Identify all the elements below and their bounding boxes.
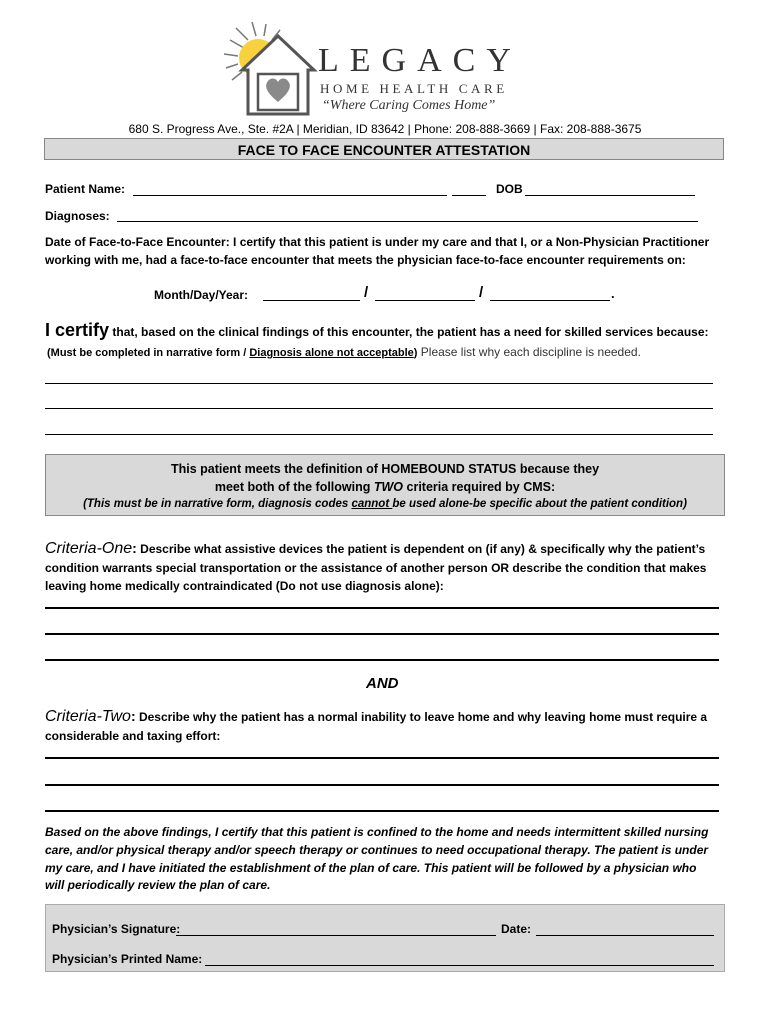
certify-big: I certify [45,320,110,340]
patient-name-field-2[interactable] [452,195,486,196]
criteria-two-line-1[interactable] [45,757,719,759]
dob-field[interactable] [525,195,695,196]
criteria-one-colon: : [132,540,137,556]
criteria-one-line-2[interactable] [45,633,719,635]
criteria-one-label: Criteria-One [45,540,133,557]
and-label: AND [366,675,399,692]
findings-text-4: will periodically review the plan of care. [45,878,271,892]
homebound-box [45,454,725,516]
homebound-line-3 [46,496,724,513]
narrative-note [47,343,641,361]
narrative-b: Diagnosis alone not acceptable [249,347,414,359]
criteria-two-text-2: considerable and taxing effort: [45,729,221,743]
criteria-one-text-2: condition warrants special transportation or the assistance of another person OR describe the condition that makes [45,561,707,575]
certify-rest: that, based on the clinical findings of this encounter, the patient has a need for skilled services because: [109,325,709,339]
diagnoses-label: Diagnoses: [45,209,110,223]
address-line: 680 S. Progress Ave., Ste. #2A | Meridian, ID 83642 | Phone: 208-888-3669 | Fax: 208-888-3675 [128,122,642,136]
company-tagline: “Where Caring Comes Home” [322,98,496,113]
slash-2: / [479,284,484,301]
certify-line [45,320,709,341]
homebound-2c: criteria required by CMS: [403,480,556,494]
mdy-label: Month/Day/Year: [154,288,249,302]
date-field[interactable] [536,935,714,936]
month-field[interactable] [263,300,360,301]
homebound-line-2 [46,478,724,496]
patient-name-field[interactable] [133,195,447,196]
homebound-2b: TWO [373,480,404,494]
criteria-two-line-3[interactable] [45,810,719,812]
year-field[interactable] [490,300,610,301]
narrative-d: Please list why each discipline is needed. [417,345,641,359]
criteria-two-colon: : [130,708,136,724]
narrative-c: ) [413,347,418,359]
criteria-two-line-2[interactable] [45,784,719,786]
mdy-period: . [611,286,615,301]
criteria-one-line-3[interactable] [45,659,719,661]
homebound-3a: (This must be in narrative form, diagnosis codes [83,498,352,510]
narrative-a: (Must be completed in narrative form / [47,347,250,359]
patient-name-label: Patient Name: [45,182,126,196]
form-title-text: FACE TO FACE ENCOUNTER ATTESTATION [237,142,531,158]
homebound-2a: meet both of the following [214,480,374,494]
criteria-two-heading [45,708,707,726]
slash-1: / [364,284,369,301]
encounter-text-1: Date of Face-to-Face Encounter: I certify that this patient is under my care and that I, or a Non-Physician Practitioner [45,235,710,249]
criteria-one-heading [45,540,705,558]
date-label: Date: [501,922,532,936]
criteria-one-text-1: Describe what assistive devices the patient is dependent on (if any) & specifically why the patient’s [136,542,706,556]
homebound-3b: cannot [351,498,393,510]
diagnoses-field[interactable] [117,221,698,222]
skilled-services-line-3[interactable] [45,434,713,435]
criteria-two-label: Criteria-Two [45,708,131,725]
day-field[interactable] [375,300,475,301]
printed-name-field[interactable] [205,965,714,966]
encounter-text-2: working with me, had a face-to-face encounter that meets the physician face-to-face encounter requirements on: [45,253,686,267]
signature-field[interactable] [176,935,496,936]
dob-label: DOB [496,182,523,196]
criteria-two-text-1: Describe why the patient has a normal inability to leave home and why leaving home must require a [135,710,708,724]
findings-text-2: care, and/or physical therapy and/or speech therapy or continues to need occupational therapy. The patient is under [45,843,709,857]
legacy-logo [222,22,322,120]
skilled-services-line-2[interactable] [45,408,713,409]
homebound-3c: be used alone-be specific about the patient condition) [392,498,687,510]
homebound-line-1: This patient meets the definition of HOMEBOUND STATUS because they [170,462,600,476]
form-title [44,138,724,160]
criteria-one-line-1[interactable] [45,607,719,609]
criteria-one-text-3: leaving home medically contraindicated (Do not use diagnosis alone): [45,579,444,593]
printed-name-label: Physician’s Printed Name: [52,952,203,966]
company-name: LEGACY [318,42,522,79]
findings-text-1: Based on the above findings, I certify that this patient is confined to the home and needs intermittent skilled nursing [45,825,709,839]
skilled-services-line-1[interactable] [45,383,713,384]
signature-label: Physician’s Signature: [52,922,181,936]
company-subtitle: HOME HEALTH CARE [320,81,508,96]
findings-text-3: my care, and I have initiated the establishment of the plan of care. This patient will be followed by a physician who [45,861,697,875]
